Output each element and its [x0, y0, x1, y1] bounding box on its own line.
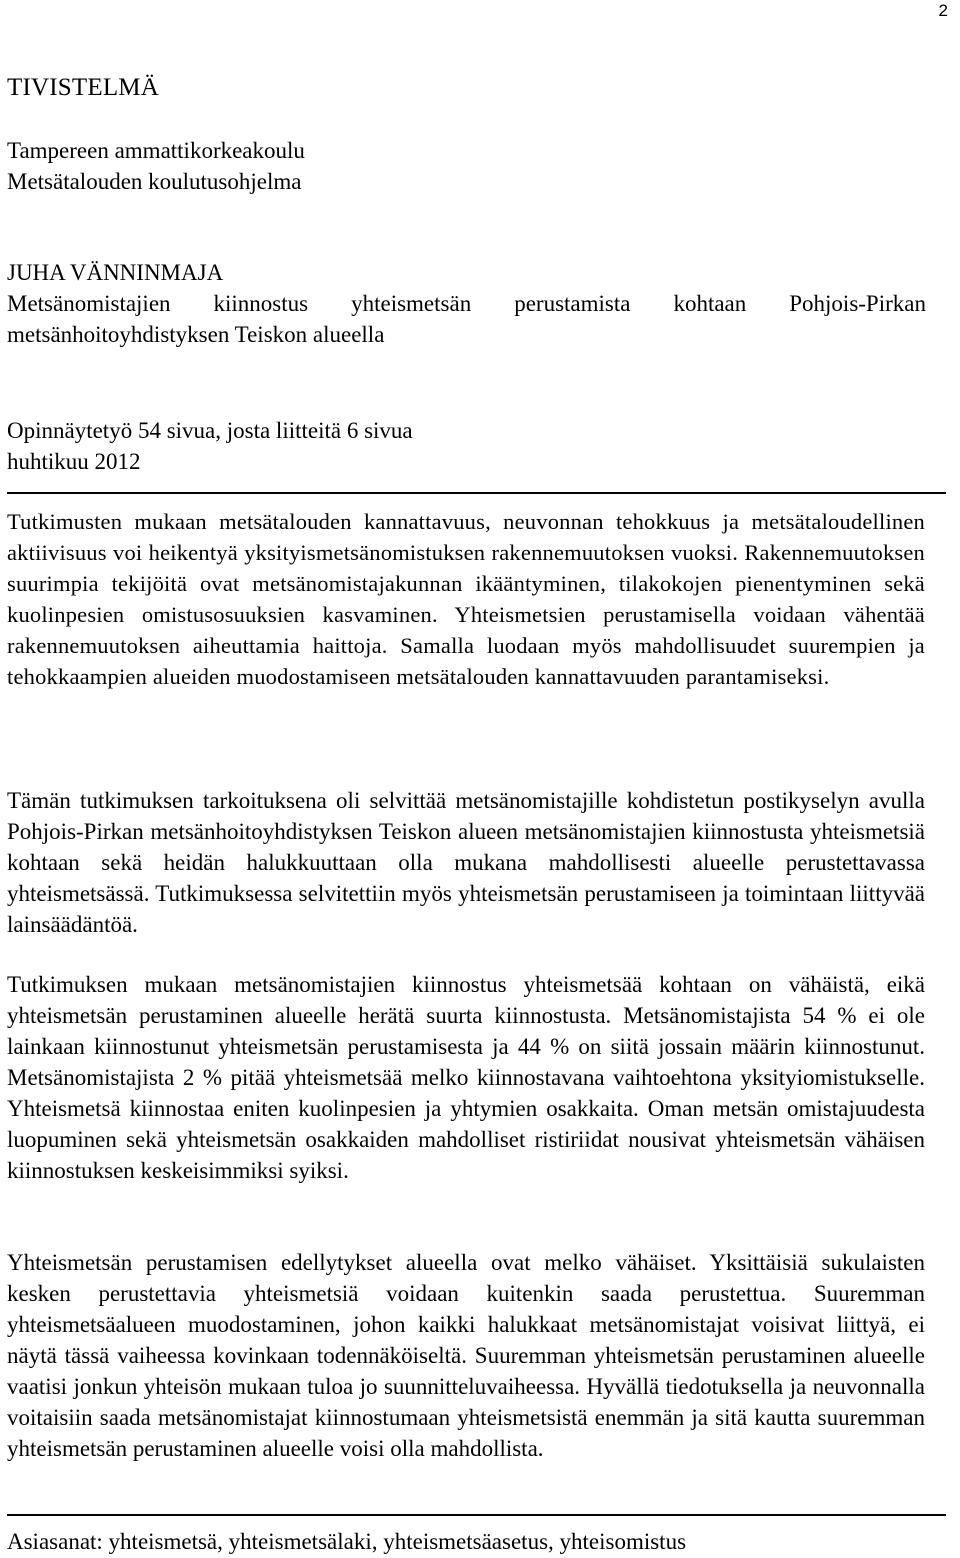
degree-programme: Metsätalouden koulutusohjelma — [7, 169, 302, 194]
body-paragraph-2: Tutkimuksen mukaan metsänomistajien kiinnostus yhteismetsää kohtaan on vähäistä, eikä yhteismetsän perustaminen alueelle herätä suurta kiinnostusta. Metsänomistajista 54 % ei ole lainkaan kiinnostunut yhteismetsän perustamisesta ja 44 % on siitä jossain määrin kiinnostunut. Metsänomistajista 2 % pitää yhteismetsää melko kiinnostavana vaihtoehtona yksityiomistukselle. Yhteismetsä kiinnostaa eniten kuolinpesien ja yhtymien osakkaita. Oman metsän omistajuudesta luopuminen sekä yhteismetsän osakkaiden mahdolliset ristiriidat nousivat yhteismetsän vähäisen kiinnostuksen keskeisimmiksi syiksi. — [7, 972, 925, 1183]
thesis-title-line-2: metsänhoitoyhdistyksen Teiskon alueella — [7, 322, 385, 347]
body-paragraph-3: Yhteismetsän perustamisen edellytykset alueella ovat melko vähäiset. Yksittäisiä sukulaisten kesken perustettavia yhteismetsiä voidaan kuitenkin saada perustettua. Suuremman yhteismetsäalueen muodostaminen, johon kaikki halukkaat metsänomistajat voisivat liittyä, ei näytä tässä vaiheessa kovinkaan todennäköiseltä. Suuremman yhteismetsän perustaminen alueelle vaatisi jonkun yhteisön mukaan tuloa jo suunnitteluvaiheessa. Hyvällä tiedotuksella ja neuvonnalla voitaisiin saada metsänomistajat kiinnostumaan yhteismetsistä enemmän ja sitä kautta suuremman yhteismetsän perustaminen alueelle voisi olla mahdollista. — [7, 1250, 925, 1461]
top-divider — [7, 492, 946, 494]
bottom-divider — [7, 1514, 946, 1516]
abstract-paragraph: Tutkimusten mukaan metsätalouden kannattavuus, neuvonnan tehokkuus ja metsätaloudellinen aktiivisuus voi heikentyä yksityismetsänomistuksen rakennemuutoksen vuoksi. Rakennemuutoksen suurimpia tekijöitä ovat metsänomistajakunnan ikääntyminen, tilakokojen pienentyminen sekä kuolinpesien omistusosuuksien kasvaminen. Yhteismetsien perustamisella voidaan vähentää rakennemuutoksen aiheuttamia haittoja. Samalla luodaan myös mahdollisuudet suurempien ja tehokkaampien alueiden muodostamiseen metsätalouden kannattavuuden parantamiseksi. — [7, 509, 925, 689]
author-name: JUHA VÄNNINMAJA — [7, 260, 224, 285]
page-title: TIVISTELMÄ — [7, 74, 159, 101]
body-paragraph-1: Tämän tutkimuksen tarkoituksena oli selvittää metsänomistajille kohdistetun postikyselyn avulla Pohjois-Pirkan metsänhoitoyhdistyksen Teiskon alueen metsänomistajien kiinnostusta yhteismetsiä kohtaan sekä heidän halukkuuttaan olla mukana mahdollisesti alueelle perustettavassa yhteismetsässä. Tutkimuksessa selvitettiin myös yhteismetsän perustamiseen ja toimintaan liittyvää lainsäädäntöä. — [7, 788, 925, 937]
school-name: Tampereen ammattikorkeakoulu — [7, 138, 305, 163]
thesis-date: huhtikuu 2012 — [7, 449, 141, 474]
thesis-title-line-1: Metsänomistajien kiinnostus yhteismetsän perustamista kohtaan Pohjois-Pirkan — [7, 291, 926, 316]
page-number: 2 — [938, 1, 948, 20]
keywords: Asiasanat: yhteismetsä, yhteismetsälaki, yhteismetsäasetus, yhteisomistus — [7, 1529, 687, 1554]
thesis-page-count: Opinnäytetyö 54 sivua, josta liitteitä 6 sivua — [7, 418, 413, 443]
